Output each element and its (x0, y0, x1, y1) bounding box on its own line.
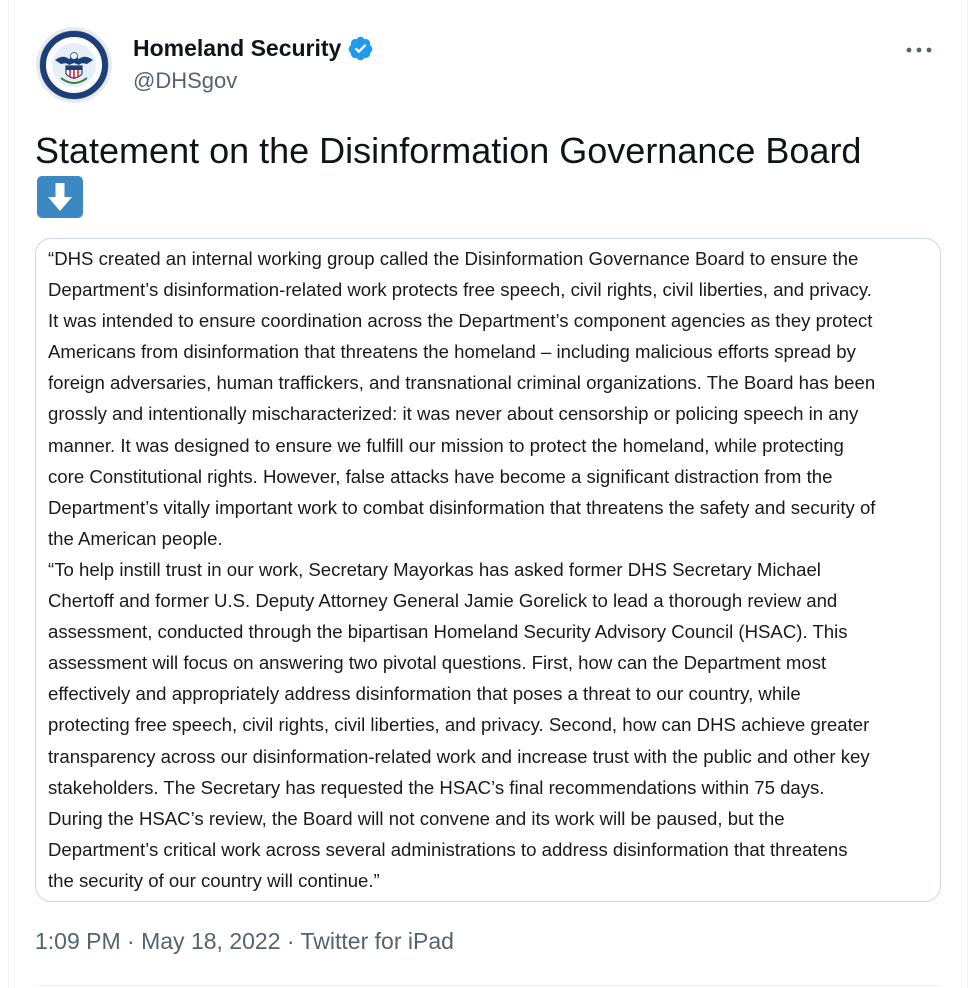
statement-line: stakeholders. The Secretary has requested the HSAC’s final recommendations within 75 days. (48, 776, 825, 798)
tweet-source[interactable]: Twitter for iPad (300, 928, 454, 954)
statement-line: foreign adversaries, human traffickers, and transnational criminal organizations. The Board has been (48, 372, 876, 394)
more-options-button[interactable] (901, 38, 937, 62)
tweet-header (35, 26, 941, 106)
statement-line: During the HSAC’s review, the Board will not convene and its work will be paused, but the (48, 807, 785, 829)
display-name[interactable]: Homeland Security (133, 34, 342, 61)
statement-line: transparency across our disinformation-related work and increase trust with the public and other key (48, 745, 870, 767)
tweet-card (8, 0, 968, 988)
statement-line: Department’s critical work across several administrations to address disinformation that threatens (48, 838, 848, 860)
verified-badge-icon (347, 35, 374, 62)
dhs-seal-icon (35, 26, 113, 104)
statement-line: grossly and intentionally mischaracterized: it was never about censorship or policing speech in any (48, 403, 859, 425)
statement-line: assessment, conducted through the bipartisan Homeland Security Advisory Council (HSAC). This (48, 621, 848, 643)
statement-line: It was intended to ensure coordination across the Department’s component agencies as they protect (48, 310, 873, 332)
down-arrow-glyph (37, 176, 83, 218)
meta-separator: · (280, 928, 301, 954)
statement-text (48, 243, 928, 896)
meta-separator: · (120, 928, 142, 954)
divider (35, 985, 941, 986)
statement-line: manner. It was designed to ensure we fulfill our mission to protect the homeland, while protecting (48, 434, 844, 456)
statement-line: protecting free speech, civil rights, civil liberties, and privacy. Second, how can DHS achieve greater (48, 714, 870, 736)
statement-line: the security of our country will continue.” (48, 869, 380, 891)
tweet-text: Statement on the Disinformation Governance Board (35, 130, 862, 171)
account-names (133, 32, 374, 94)
statement-line: the American people. (48, 527, 223, 549)
statement-line: Chertoff and former U.S. Deputy Attorney General Jamie Gorelick to lead a thorough review and (48, 590, 838, 612)
statement-image[interactable] (35, 238, 941, 902)
display-name-row (133, 32, 374, 64)
statement-line: “DHS created an internal working group called the Disinformation Governance Board to ensure the (48, 248, 859, 269)
statement-line: effectively and appropriately address disinformation that poses a threat to our country, while (48, 683, 801, 705)
more-horizontal-icon (901, 38, 937, 62)
statement-line: assessment will focus on answering two pivotal questions. First, how can the Department most (48, 652, 827, 674)
tweet-time[interactable]: 1:09 PM (35, 928, 121, 954)
statement-line: Department’s disinformation-related work protects free speech, civil rights, civil liberties, and privacy. (48, 279, 872, 301)
tweet-date[interactable]: May 18, 2022 (141, 928, 281, 954)
statement-line: Americans from disinformation that threatens the homeland – including malicious efforts spread by (48, 341, 856, 363)
handle[interactable]: @DHSgov (133, 68, 238, 93)
tweet-metadata (35, 928, 454, 955)
statement-line: “To help instill trust in our work, Secretary Mayorkas has asked former DHS Secretary Michael (48, 558, 821, 580)
down-arrow-emoji-icon (37, 176, 83, 218)
statement-line: core Constitutional rights. However, false attacks have become a significant distraction from the (48, 465, 833, 487)
avatar[interactable] (35, 26, 113, 104)
statement-line: Department’s vitally important work to combat disinformation that threatens the safety and security of (48, 496, 876, 518)
